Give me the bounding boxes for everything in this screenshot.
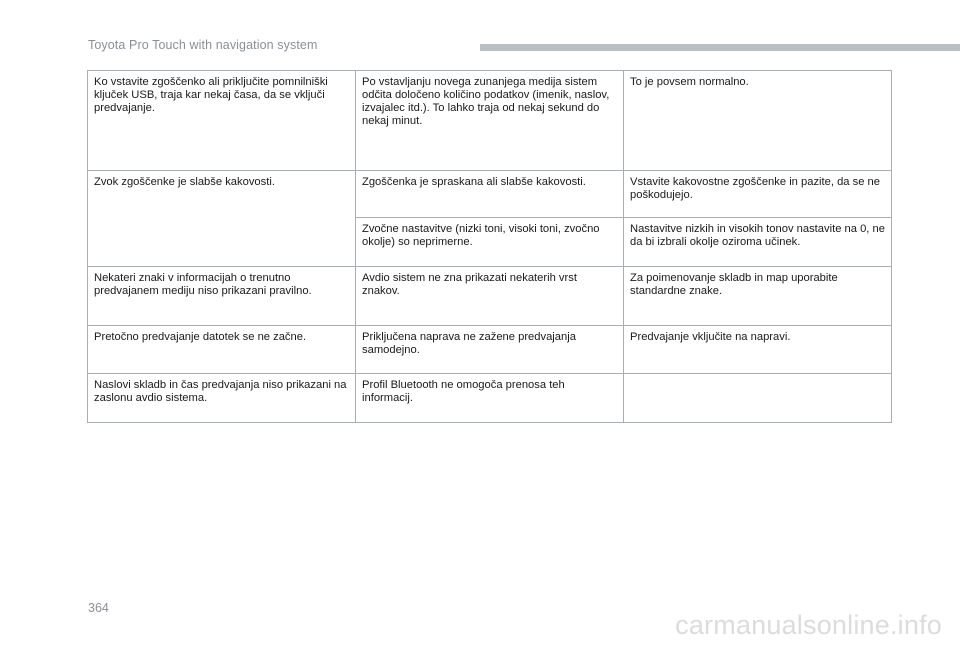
troubleshooting-table	[87, 70, 892, 423]
table-cell-problem: Nekateri znaki v informacijah o trenutno predvajanem mediju niso prikazani pravilno.	[88, 267, 356, 326]
table-cell-cause: Po vstavljanju novega zunanjega medija sistem odčita določeno količino podatkov (imenik, naslov, izvajalec itd.). To lahko traja od nekaj sekund do nekaj minut.	[356, 71, 624, 171]
table-row	[88, 326, 892, 374]
table-row	[88, 71, 892, 171]
table-cell-solution: Nastavitve nizkih in visokih tonov nastavite na 0, ne da bi izbrali okolje oziroma učinek.	[624, 218, 892, 267]
table-cell-cause: Profil Bluetooth ne omogoča prenosa teh informacij.	[356, 374, 624, 423]
watermark: carmanualsonline.info	[675, 610, 942, 640]
table-cell-cause: Zgoščenka je spraskana ali slabše kakovosti.	[356, 171, 624, 218]
table-cell-solution: To je povsem normalno.	[624, 71, 892, 171]
table-cell-cause: Avdio sistem ne zna prikazati nekaterih vrst znakov.	[356, 267, 624, 326]
table-row	[88, 374, 892, 423]
page-number: 364	[88, 601, 109, 615]
header-bar	[480, 44, 960, 51]
table-cell-cause: Zvočne nastavitve (nizki toni, visoki toni, zvočno okolje) so neprimerne.	[356, 218, 624, 267]
table-cell-problem: Zvok zgoščenke je slabše kakovosti.	[88, 171, 356, 267]
table-cell-solution: Vstavite kakovostne zgoščenke in pazite, da se ne poškodujejo.	[624, 171, 892, 218]
table-cell-solution: Za poimenovanje skladb in map uporabite standardne znake.	[624, 267, 892, 326]
table-cell-solution: Predvajanje vključite na napravi.	[624, 326, 892, 374]
table-cell-problem: Naslovi skladb in čas predvajanja niso prikazani na zaslonu avdio sistema.	[88, 374, 356, 423]
table-cell-problem: Ko vstavite zgoščenko ali priključite pomnilniški ključek USB, traja kar nekaj časa, da se vključi predvajanje.	[88, 71, 356, 171]
header-title: Toyota Pro Touch with navigation system	[88, 38, 318, 52]
table-cell-cause: Priključena naprava ne zažene predvajanja samodejno.	[356, 326, 624, 374]
table-cell-solution	[624, 374, 892, 423]
table-row	[88, 171, 892, 218]
table-cell-problem: Pretočno predvajanje datotek se ne začne.	[88, 326, 356, 374]
table-row	[88, 267, 892, 326]
